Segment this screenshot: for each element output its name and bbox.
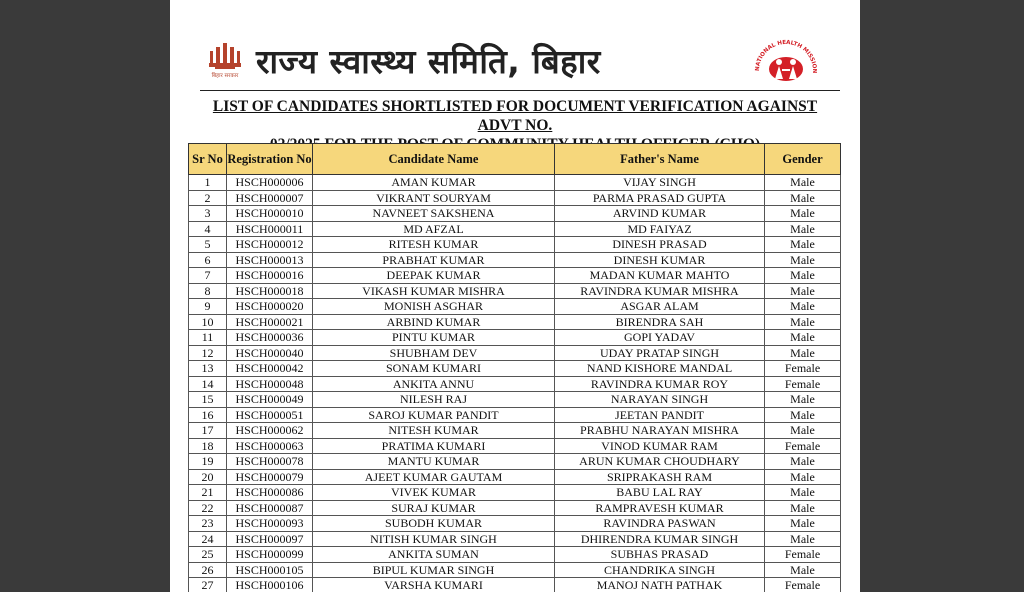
gender-cell: Female xyxy=(765,578,841,592)
fathers-name-cell: NAND KISHORE MANDAL xyxy=(555,361,765,377)
sr-no-cell: 3 xyxy=(189,206,227,222)
table-row xyxy=(189,252,841,268)
gender-cell: Male xyxy=(765,562,841,578)
svg-text:NATIONAL HEALTH MISSION: NATIONAL HEALTH MISSION xyxy=(754,39,818,74)
gender-cell: Male xyxy=(765,299,841,315)
gender-cell: Male xyxy=(765,237,841,253)
fathers-name-cell: PRABHU NARAYAN MISHRA xyxy=(555,423,765,439)
table-row xyxy=(189,392,841,408)
fathers-name-cell: ASGAR ALAM xyxy=(555,299,765,315)
candidate-name-cell: VIKASH KUMAR MISHRA xyxy=(313,283,555,299)
registration-no-cell: HSCH000105 xyxy=(227,562,313,578)
fathers-name-cell: MANOJ NATH PATHAK xyxy=(555,578,765,592)
table-row xyxy=(189,345,841,361)
gender-cell: Female xyxy=(765,438,841,454)
sr-no-cell: 22 xyxy=(189,500,227,516)
registration-no-cell: HSCH000063 xyxy=(227,438,313,454)
fathers-name-cell: BABU LAL RAY xyxy=(555,485,765,501)
column-header-gender: Gender xyxy=(765,144,841,175)
sr-no-cell: 1 xyxy=(189,175,227,191)
candidate-name-cell: NILESH RAJ xyxy=(313,392,555,408)
candidate-name-cell: PRABHAT KUMAR xyxy=(313,252,555,268)
sr-no-cell: 16 xyxy=(189,407,227,423)
candidate-name-cell: RITESH KUMAR xyxy=(313,237,555,253)
fathers-name-cell: GOPI YADAV xyxy=(555,330,765,346)
gender-cell: Male xyxy=(765,283,841,299)
document-heading-line-1: LIST OF CANDIDATES SHORTLISTED FOR DOCUMENT VERIFICATION AGAINST ADVT NO. xyxy=(212,98,818,134)
fathers-name-cell: BIRENDRA SAH xyxy=(555,314,765,330)
sr-no-cell: 8 xyxy=(189,283,227,299)
candidate-name-cell: NITESH KUMAR xyxy=(313,423,555,439)
candidate-name-cell: AMAN KUMAR xyxy=(313,175,555,191)
registration-no-cell: HSCH000087 xyxy=(227,500,313,516)
sr-no-cell: 26 xyxy=(189,562,227,578)
candidate-name-cell: PINTU KUMAR xyxy=(313,330,555,346)
candidate-name-cell: NAVNEET SAKSHENA xyxy=(313,206,555,222)
candidate-name-cell: MANTU KUMAR xyxy=(313,454,555,470)
sr-no-cell: 27 xyxy=(189,578,227,592)
registration-no-cell: HSCH000012 xyxy=(227,237,313,253)
gender-cell: Male xyxy=(765,252,841,268)
table-row xyxy=(189,361,841,377)
sr-no-cell: 11 xyxy=(189,330,227,346)
table-row xyxy=(189,376,841,392)
registration-no-cell: HSCH000013 xyxy=(227,252,313,268)
registration-no-cell: HSCH000049 xyxy=(227,392,313,408)
table-row xyxy=(189,407,841,423)
sr-no-cell: 9 xyxy=(189,299,227,315)
fathers-name-cell: RAMPRAVESH KUMAR xyxy=(555,500,765,516)
fathers-name-cell: DHIRENDRA KUMAR SINGH xyxy=(555,531,765,547)
fathers-name-cell: SUBHAS PRASAD xyxy=(555,547,765,563)
table-row xyxy=(189,516,841,532)
gender-cell: Male xyxy=(765,206,841,222)
registration-no-cell: HSCH000106 xyxy=(227,578,313,592)
gender-cell: Female xyxy=(765,547,841,563)
gender-cell: Male xyxy=(765,314,841,330)
sr-no-cell: 21 xyxy=(189,485,227,501)
registration-no-cell: HSCH000099 xyxy=(227,547,313,563)
gender-cell: Male xyxy=(765,516,841,532)
candidate-name-cell: VIVEK KUMAR xyxy=(313,485,555,501)
candidate-name-cell: MD AFZAL xyxy=(313,221,555,237)
candidate-name-cell: SHUBHAM DEV xyxy=(313,345,555,361)
sr-no-cell: 20 xyxy=(189,469,227,485)
fathers-name-cell: MD FAIYAZ xyxy=(555,221,765,237)
sr-no-cell: 12 xyxy=(189,345,227,361)
candidate-name-cell: MONISH ASGHAR xyxy=(313,299,555,315)
gender-cell: Male xyxy=(765,190,841,206)
table-header-row xyxy=(189,144,841,175)
fathers-name-cell: RAVINDRA KUMAR ROY xyxy=(555,376,765,392)
registration-no-cell: HSCH000079 xyxy=(227,469,313,485)
table-row xyxy=(189,438,841,454)
fathers-name-cell: PARMA PRASAD GUPTA xyxy=(555,190,765,206)
gender-cell: Male xyxy=(765,330,841,346)
table-row xyxy=(189,206,841,222)
gender-cell: Male xyxy=(765,454,841,470)
national-health-mission-icon xyxy=(753,39,819,87)
table-row xyxy=(189,500,841,516)
fathers-name-cell: RAVINDRA KUMAR MISHRA xyxy=(555,283,765,299)
table-row xyxy=(189,547,841,563)
candidate-name-cell: ANKITA ANNU xyxy=(313,376,555,392)
candidate-name-cell: SAROJ KUMAR PANDIT xyxy=(313,407,555,423)
registration-no-cell: HSCH000040 xyxy=(227,345,313,361)
organization-title: राज्य स्वास्थ्य समिति, बिहार xyxy=(256,42,601,81)
fathers-name-cell: NARAYAN SINGH xyxy=(555,392,765,408)
table-row xyxy=(189,268,841,284)
registration-no-cell: HSCH000086 xyxy=(227,485,313,501)
fathers-name-cell: CHANDRIKA SINGH xyxy=(555,562,765,578)
candidate-name-cell: ANKITA SUMAN xyxy=(313,547,555,563)
svg-text:बिहार सरकार: बिहार सरकार xyxy=(211,73,239,79)
gender-cell: Female xyxy=(765,361,841,377)
fathers-name-cell: SRIPRAKASH RAM xyxy=(555,469,765,485)
fathers-name-cell: RAVINDRA PASWAN xyxy=(555,516,765,532)
candidates-table xyxy=(188,143,841,592)
header-divider xyxy=(200,90,840,91)
gender-cell: Female xyxy=(765,376,841,392)
registration-no-cell: HSCH000006 xyxy=(227,175,313,191)
sr-no-cell: 13 xyxy=(189,361,227,377)
table-row xyxy=(189,283,841,299)
registration-no-cell: HSCH000010 xyxy=(227,206,313,222)
gender-cell: Male xyxy=(765,345,841,361)
candidate-name-cell: VIKRANT SOURYAM xyxy=(313,190,555,206)
sr-no-cell: 2 xyxy=(189,190,227,206)
candidate-name-cell: BIPUL KUMAR SINGH xyxy=(313,562,555,578)
registration-no-cell: HSCH000042 xyxy=(227,361,313,377)
candidate-name-cell: PRATIMA KUMARI xyxy=(313,438,555,454)
registration-no-cell: HSCH000021 xyxy=(227,314,313,330)
registration-no-cell: HSCH000093 xyxy=(227,516,313,532)
table-row xyxy=(189,237,841,253)
sr-no-cell: 4 xyxy=(189,221,227,237)
table-row xyxy=(189,330,841,346)
gender-cell: Male xyxy=(765,175,841,191)
table-row xyxy=(189,562,841,578)
sr-no-cell: 6 xyxy=(189,252,227,268)
candidate-name-cell: ARBIND KUMAR xyxy=(313,314,555,330)
sr-no-cell: 19 xyxy=(189,454,227,470)
registration-no-cell: HSCH000078 xyxy=(227,454,313,470)
candidate-name-cell: AJEET KUMAR GAUTAM xyxy=(313,469,555,485)
gender-cell: Male xyxy=(765,221,841,237)
fathers-name-cell: ARUN KUMAR CHOUDHARY xyxy=(555,454,765,470)
registration-no-cell: HSCH000007 xyxy=(227,190,313,206)
gender-cell: Male xyxy=(765,469,841,485)
candidate-name-cell: SONAM KUMARI xyxy=(313,361,555,377)
column-header-sr-no: Sr No xyxy=(189,144,227,175)
table-row xyxy=(189,531,841,547)
candidate-name-cell: SUBODH KUMAR xyxy=(313,516,555,532)
registration-no-cell: HSCH000016 xyxy=(227,268,313,284)
gender-cell: Male xyxy=(765,485,841,501)
table-row xyxy=(189,221,841,237)
candidate-name-cell: NITISH KUMAR SINGH xyxy=(313,531,555,547)
registration-no-cell: HSCH000051 xyxy=(227,407,313,423)
sr-no-cell: 15 xyxy=(189,392,227,408)
table-row xyxy=(189,299,841,315)
registration-no-cell: HSCH000048 xyxy=(227,376,313,392)
candidate-name-cell: VARSHA KUMARI xyxy=(313,578,555,592)
gender-cell: Male xyxy=(765,423,841,439)
sr-no-cell: 17 xyxy=(189,423,227,439)
fathers-name-cell: VIJAY SINGH xyxy=(555,175,765,191)
gender-cell: Male xyxy=(765,392,841,408)
table-row xyxy=(189,454,841,470)
table-row xyxy=(189,469,841,485)
gender-cell: Male xyxy=(765,531,841,547)
sr-no-cell: 7 xyxy=(189,268,227,284)
registration-no-cell: HSCH000018 xyxy=(227,283,313,299)
fathers-name-cell: DINESH KUMAR xyxy=(555,252,765,268)
registration-no-cell: HSCH000036 xyxy=(227,330,313,346)
document-page xyxy=(170,0,860,592)
fathers-name-cell: ARVIND KUMAR xyxy=(555,206,765,222)
gender-cell: Male xyxy=(765,268,841,284)
registration-no-cell: HSCH000020 xyxy=(227,299,313,315)
registration-no-cell: HSCH000062 xyxy=(227,423,313,439)
gender-cell: Male xyxy=(765,500,841,516)
candidate-name-cell: SURAJ KUMAR xyxy=(313,500,555,516)
column-header-registration-no: Registration No xyxy=(227,144,313,175)
table-row xyxy=(189,485,841,501)
sr-no-cell: 18 xyxy=(189,438,227,454)
table-row xyxy=(189,190,841,206)
candidate-name-cell: DEEPAK KUMAR xyxy=(313,268,555,284)
fathers-name-cell: JEETAN PANDIT xyxy=(555,407,765,423)
sr-no-cell: 10 xyxy=(189,314,227,330)
table-row xyxy=(189,175,841,191)
registration-no-cell: HSCH000011 xyxy=(227,221,313,237)
fathers-name-cell: UDAY PRATAP SINGH xyxy=(555,345,765,361)
column-header-fathers-name: Father's Name xyxy=(555,144,765,175)
fathers-name-cell: DINESH PRASAD xyxy=(555,237,765,253)
sr-no-cell: 5 xyxy=(189,237,227,253)
table-row xyxy=(189,578,841,592)
fathers-name-cell: MADAN KUMAR MAHTO xyxy=(555,268,765,284)
table-row xyxy=(189,423,841,439)
column-header-candidate-name: Candidate Name xyxy=(313,144,555,175)
sr-no-cell: 14 xyxy=(189,376,227,392)
sr-no-cell: 23 xyxy=(189,516,227,532)
gender-cell: Male xyxy=(765,407,841,423)
table-row xyxy=(189,314,841,330)
bihar-government-emblem-icon xyxy=(206,40,244,80)
sr-no-cell: 25 xyxy=(189,547,227,563)
registration-no-cell: HSCH000097 xyxy=(227,531,313,547)
sr-no-cell: 24 xyxy=(189,531,227,547)
fathers-name-cell: VINOD KUMAR RAM xyxy=(555,438,765,454)
